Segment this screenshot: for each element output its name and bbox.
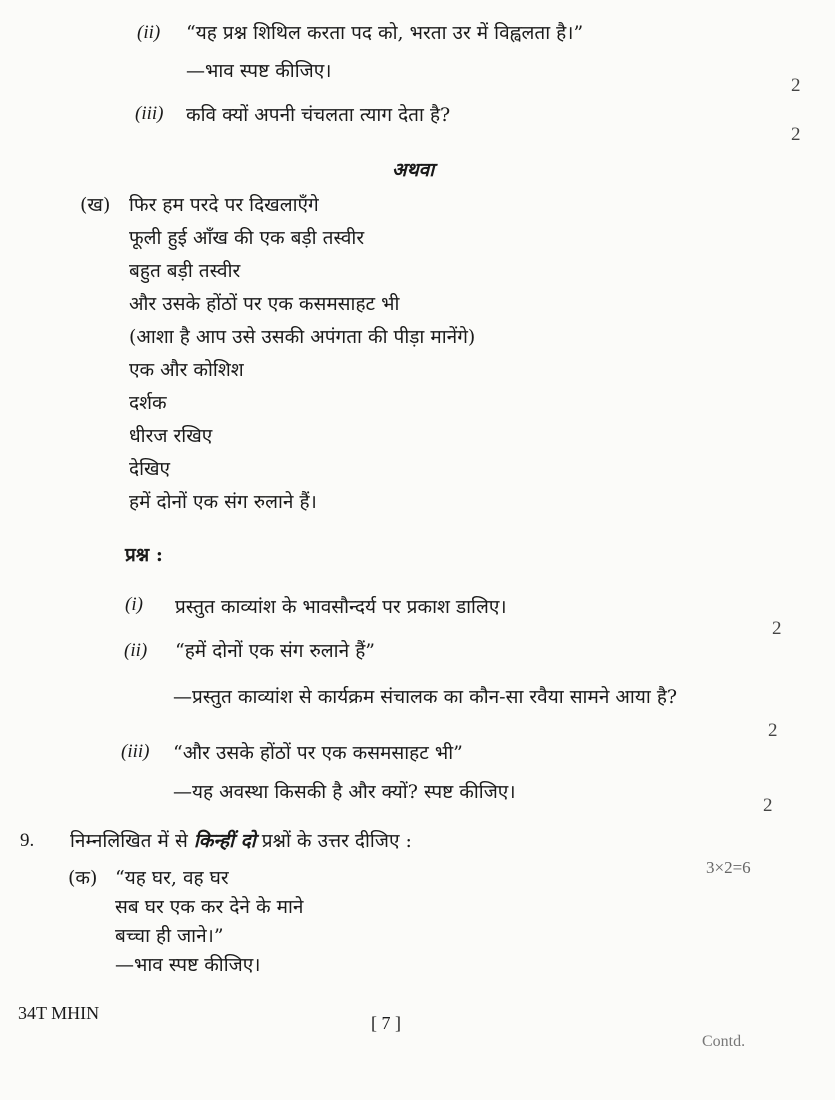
q8b-ii-instruction: —प्रस्तुत काव्यांश से कार्यक्रम संचालक का कौन-सा रवैया सामने आया है? <box>173 686 678 708</box>
q9-number: 9. <box>20 830 35 851</box>
q9-stem <box>70 832 412 851</box>
poem-line: बहुत बड़ी तस्वीर <box>129 260 241 282</box>
q8a-iii-number: (iii) <box>135 103 164 124</box>
q8b-poem <box>129 196 475 526</box>
poem-line: —भाव स्पष्ट कीजिए। <box>115 954 261 976</box>
q8a-ii-instruction: —भाव स्पष्ट कीजिए। <box>186 60 332 82</box>
q8b-ii-marks: 2 <box>768 720 778 741</box>
q8a-ii-marks: 2 <box>791 75 801 96</box>
q8b-i-question: प्रस्तुत काव्यांश के भावसौन्दर्य पर प्रकाश डालिए। <box>175 596 507 618</box>
poem-line: फूली हुई आँख की एक बड़ी तस्वीर <box>129 227 365 249</box>
poem-line: और उसके होंठों पर एक कसमसाहट भी <box>129 293 400 315</box>
q9-ka-label: (क) <box>68 867 98 889</box>
q8a-iii-question: कवि क्यों अपनी चंचलता त्याग देता है? <box>186 104 451 126</box>
q8b-ii-quote: “हमें दोनों एक संग रुलाने हैं” <box>175 640 375 662</box>
q8a-ii-quote: “यह प्रश्न शिथिल करता पद को, भरता उर में विह्वलता है।” <box>186 22 584 44</box>
poem-line: एक और कोशिश <box>129 359 244 381</box>
poem-line: (आशा है आप उसे उसकी अपंगता की पीड़ा मानेंगे) <box>129 326 476 348</box>
paper-code: 34T MHIN <box>18 1003 100 1023</box>
q8b-i-number: (i) <box>125 594 143 615</box>
q9-stem-emphasis: किन्हीं दो <box>193 830 256 852</box>
poem-line: बच्चा ही जाने।” <box>115 925 224 947</box>
prashn-heading: प्रश्न : <box>125 544 163 566</box>
q8b-iii-marks: 2 <box>763 795 773 816</box>
q9-stem-post: प्रश्नों के उत्तर दीजिए : <box>255 830 412 852</box>
poem-line: “यह घर, वह घर <box>115 867 229 889</box>
q8b-iii-number: (iii) <box>121 741 150 762</box>
q8b-label: (ख) <box>80 194 111 216</box>
q9-marks: 3×2=6 <box>706 858 751 877</box>
poem-line: देखिए <box>129 458 171 480</box>
q9-stem-pre: निम्नलिखित में से <box>70 830 194 852</box>
q8a-iii-marks: 2 <box>791 124 801 145</box>
poem-line: हमें दोनों एक संग रुलाने हैं। <box>129 491 317 513</box>
poem-line: फिर हम परदे पर दिखलाएँगे <box>129 194 319 216</box>
q8a-ii-number: (ii) <box>137 22 161 43</box>
athva-heading: अथवा <box>392 159 435 181</box>
poem-line: धीरज रखिए <box>129 425 213 447</box>
poem-line: दर्शक <box>129 392 167 414</box>
q8b-iii-quote: “और उसके होंठों पर एक कसमसाहट भी” <box>173 742 463 764</box>
q8b-ii-number: (ii) <box>124 640 148 661</box>
q8b-iii-instruction: —यह अवस्था किसकी है और क्यों? स्पष्ट कीजिए। <box>173 781 516 803</box>
q8b-i-marks: 2 <box>772 618 782 639</box>
q9-ka-poem <box>115 869 303 985</box>
contd-label: Contd. <box>702 1033 746 1050</box>
page-number: [ 7 ] <box>371 1013 401 1033</box>
poem-line: सब घर एक कर देने के माने <box>115 896 304 918</box>
